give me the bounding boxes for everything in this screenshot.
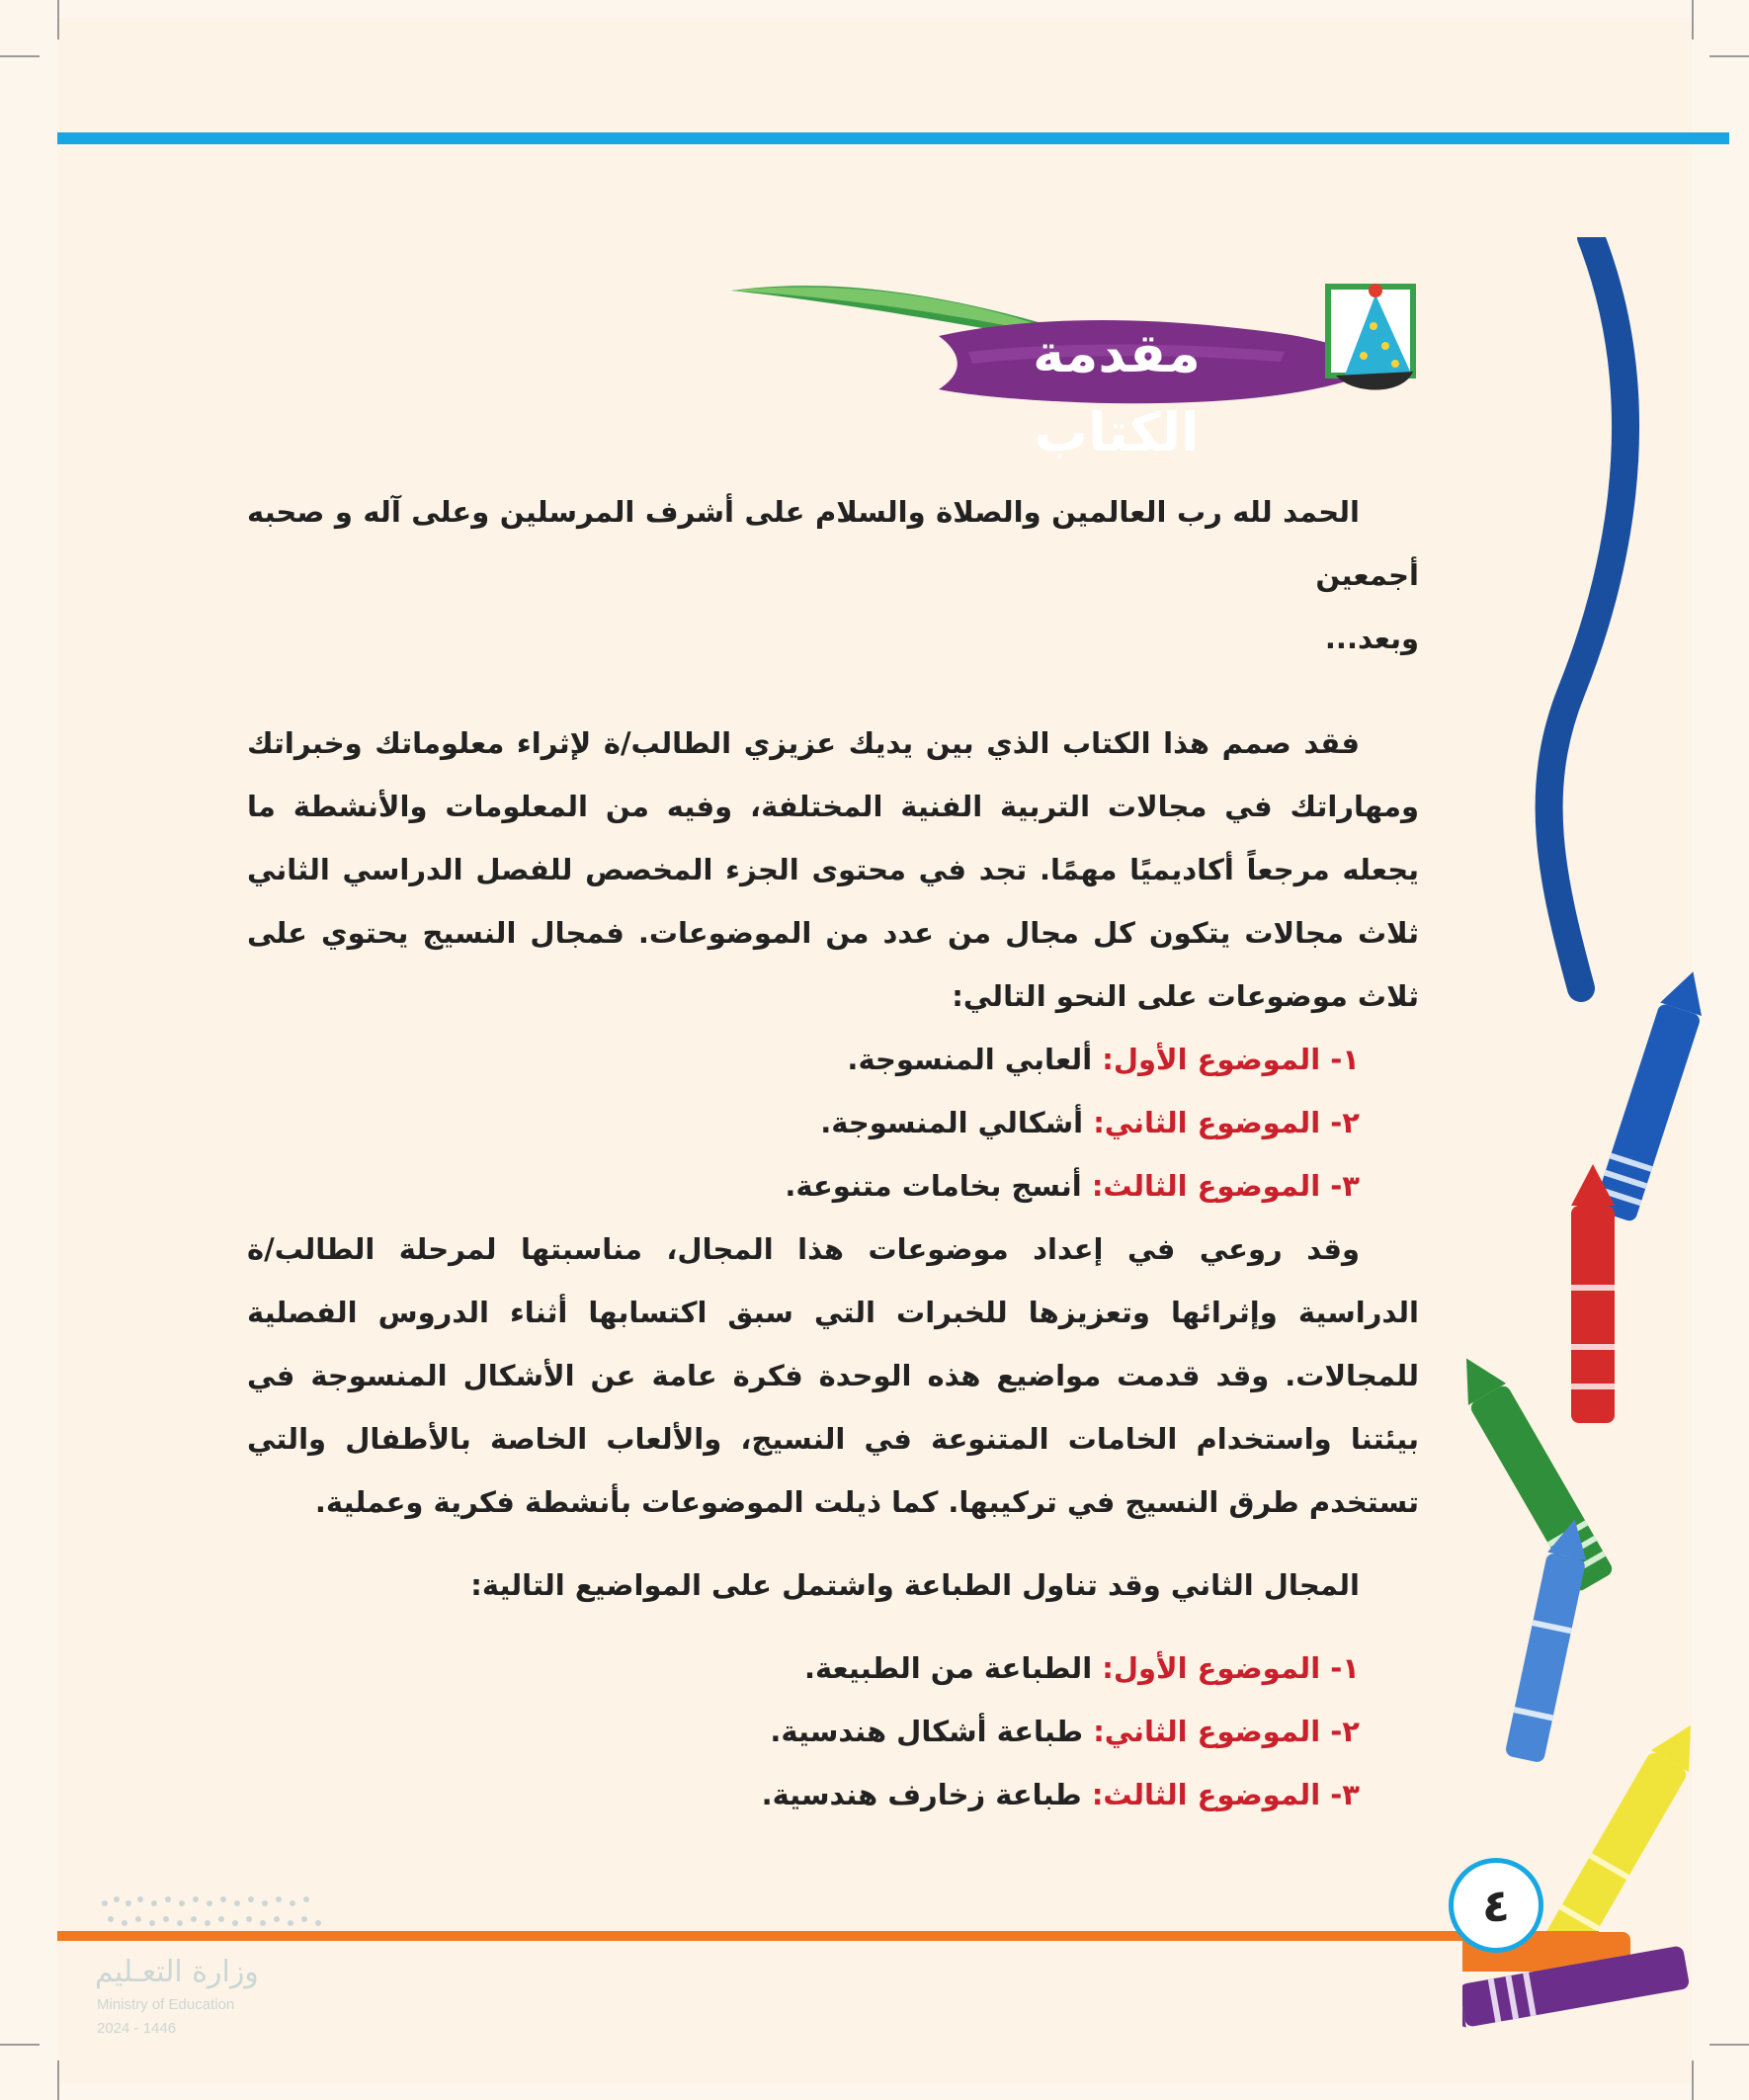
ministry-name-en: Ministry of Education — [97, 1996, 235, 2013]
paragraph-weaving: وقد روعي في إعداد موضوعات هذا المجال، مناسبتها لمرحلة الطالب/ة الدراسية وإثرائها وتعزيزها للخبرات التي سبق اكتسابها أثناء الدروس الفصلية للمجالات. وقد قدمت مواضيع هذه الوحدة فكرة عامة عن الأشكال المنسوجة في بيئتنا واستخدام الخامات المتنوعة في النسيج، والألعاب الخاصة بالأطفال والتي تستخدم طرق النسيج في تركيبها. كما ذيلت الموضوعات بأنشطة فكرية وعملية. — [247, 1232, 1419, 1519]
list-item: ٢- الموضوع الثاني: طباعة أشكال هندسية. — [770, 1715, 1360, 1748]
intro-text — [247, 480, 1419, 1826]
crop-mark — [57, 0, 59, 40]
ministry-logo-icon — [95, 1890, 332, 1935]
crop-mark — [0, 2044, 40, 2046]
page-number: ٤ — [1449, 1858, 1543, 1953]
crayon-icon — [1593, 965, 1713, 1222]
after-greeting: وبعد... — [1324, 622, 1419, 655]
weaving-topics-list — [247, 1028, 1419, 1218]
crayons-illustration — [1462, 237, 1749, 2075]
paragraph-intro: فقد صمم هذا الكتاب الذي بين يديك عزيزي الطالب/ة لإثراء معلوماتك وخبراتك ومهاراتك في مجالات التربية الفنية المختلفة، وفيه من المعلومات والأنشطة ما يجعله مرجعاً أكاديميًا مهمًا. تجد في محتوى الجزء المخصص للفصل الدراسي الثاني ثلاث مجالات يتكون كل مجال من عدد من الموضوعات. فمجال النسيج يحتوي على ثلاث موضوعات على النحو التالي: — [247, 726, 1419, 1013]
list-item: ١- الموضوع الأول: الطباعة من الطبيعة. — [803, 1651, 1360, 1685]
top-rule — [57, 132, 1729, 144]
crop-mark — [1692, 0, 1694, 40]
printing-topics-list — [247, 1637, 1419, 1826]
edition-year: 2024 - 1446 — [97, 2020, 177, 2037]
paragraph-printing: المجال الثاني وقد تناول الطباعة واشتمل على المواضيع التالية: — [470, 1568, 1360, 1602]
party-hat-icon — [1314, 277, 1423, 405]
greeting: الحمد لله رب العالمين والصلاة والسلام على أشرف المرسلين وعلى آله و صحبه أجمعين — [247, 495, 1419, 592]
list-item: ٢- الموضوع الثاني: أشكالي المنسوجة. — [820, 1106, 1360, 1139]
crop-mark — [57, 2060, 59, 2100]
list-item: ١- الموضوع الأول: ألعابي المنسوجة. — [847, 1043, 1360, 1076]
list-item: ٣- الموضوع الثالث: طباعة زخارف هندسية. — [761, 1778, 1360, 1811]
list-item: ٣- الموضوع الثالث: أنسج بخامات متنوعة. — [785, 1169, 1360, 1203]
ministry-name-ar: وزارة التعـليم — [95, 1955, 259, 1989]
crayon-icon — [1571, 1164, 1615, 1423]
crop-mark — [0, 55, 40, 57]
crop-mark — [1709, 55, 1749, 57]
crayon-icon — [1505, 1515, 1595, 1763]
page-title: مقدمة الكتاب — [1033, 322, 1201, 463]
